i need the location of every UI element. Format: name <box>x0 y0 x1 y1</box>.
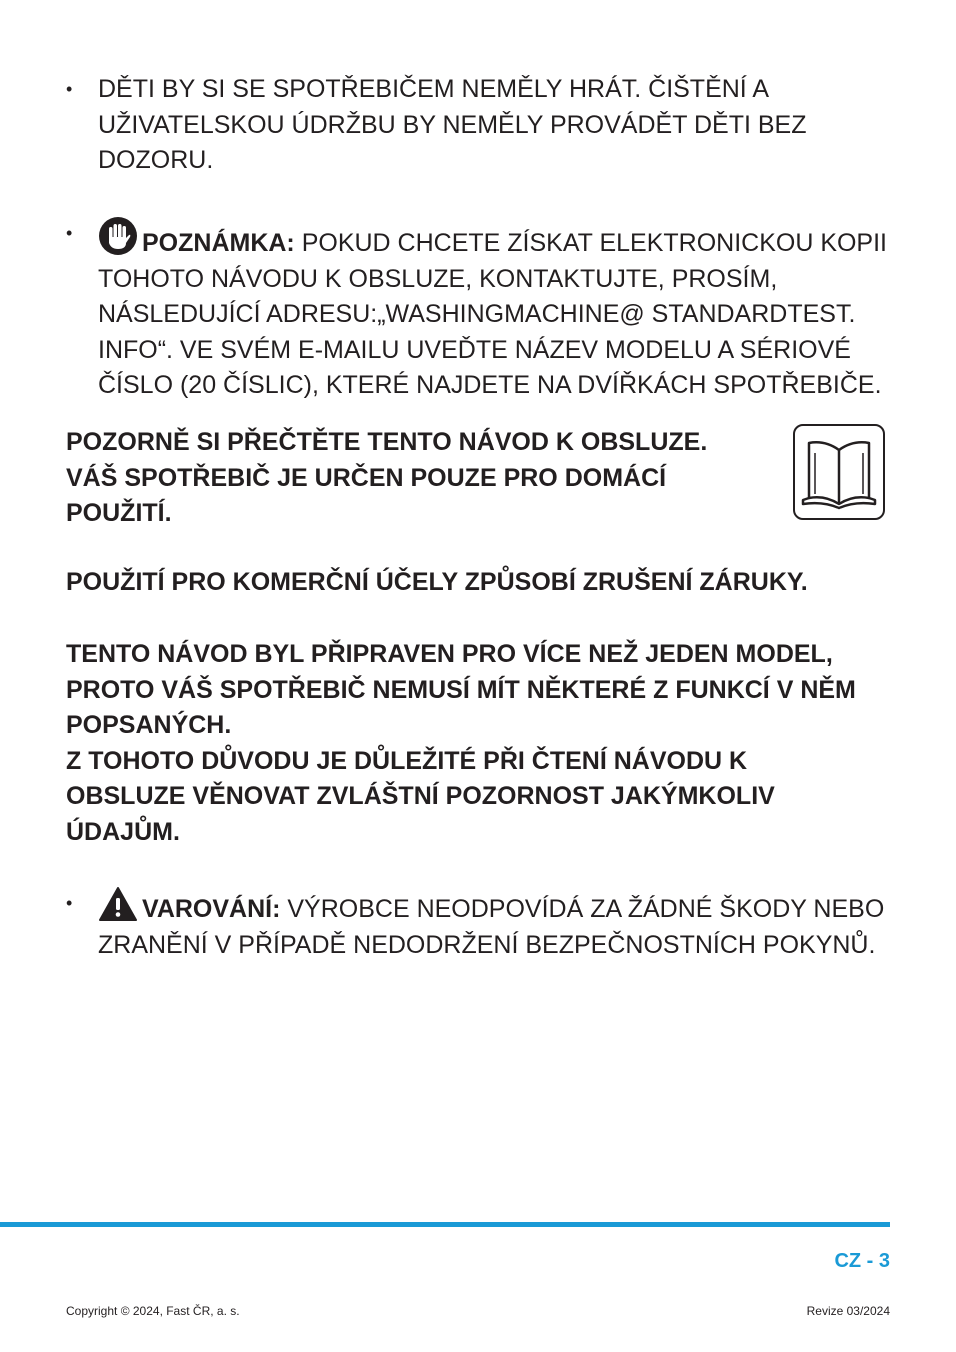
copyright: Copyright © 2024, Fast ČR, a. s. <box>66 1304 240 1318</box>
revision: Revize 03/2024 <box>806 1304 890 1318</box>
read-manual-text: POZORNĚ SI PŘEČTĚTE TENTO NÁVOD K OBSLUZE. <box>66 428 708 456</box>
bullet-dot: • <box>66 223 73 243</box>
open-book-icon <box>793 424 885 520</box>
children-warning-item <box>66 72 896 179</box>
model-notice <box>66 637 856 850</box>
note-text: POKUD CHCETE ZÍSKAT ELEKTRONICKOU KOPII TOHOTO NÁVODU K OBSLUZE, KONTAKTUJTE, PROSÍM, NÁSLEDUJÍCÍ ADRESU:„WASHINGMACHINE@ STANDARDTEST. INFO“. VE SVÉM E-MAILU UVEĎTE NÁZEV MODELU A SÉRIOVÉ ČÍSLO (20 ČÍSLIC), KTERÉ NAJDETE NA DVÍŘKÁCH SPOTŘEBIČE. <box>98 229 888 399</box>
bullet-dot: • <box>66 79 73 99</box>
read-manual-notice <box>66 425 766 532</box>
domestic-use-text: VÁŠ SPOTŘEBIČ JE URČEN POUZE PRO DOMÁCÍ POUŽITÍ. <box>66 463 667 527</box>
warning-text: VÝROBCE NEODPOVÍDÁ ZA ŽÁDNÉ ŠKODY NEBO ZRANĚNÍ V PŘÍPADĚ NEDODRŽENÍ BEZPEČNOSTNÍCH POKYNŮ. <box>98 895 885 959</box>
attention-text: Z TOHOTO DŮVODU JE DŮLEŽITÉ PŘI ČTENÍ NÁVODU K OBSLUZE VĚNOVAT ZVLÁŠTNÍ POZORNOST JAKÝMKOLIV ÚDAJŮM. <box>66 746 775 846</box>
page-number: CZ - 3 <box>834 1250 890 1272</box>
warning-item <box>66 886 896 963</box>
note-label: POZNÁMKA: <box>142 229 295 257</box>
multi-model-text: TENTO NÁVOD BYL PŘIPRAVEN PRO VÍCE NEŽ JEDEN MODEL, PROTO VÁŠ SPOTŘEBIČ NEMUSÍ MÍT NĚKTERÉ Z FUNKCÍ V NĚM POPSANÝCH. <box>66 640 856 739</box>
commercial-use-notice: POUŽITÍ PRO KOMERČNÍ ÚČELY ZPŮSOBÍ ZRUŠENÍ ZÁRUKY. <box>66 568 808 596</box>
bullet-dot: • <box>66 893 73 913</box>
warning-triangle-icon <box>98 886 138 922</box>
footer-divider <box>0 1222 890 1227</box>
children-warning-text: DĚTI BY SI SE SPOTŘEBIČEM NEMĚLY HRÁT. ČIŠTĚNÍ A UŽIVATELSKOU ÚDRŽBU BY NEMĚLY PROVÁDĚT DĚTI BEZ DOZORU. <box>98 75 807 174</box>
note-item <box>66 216 896 404</box>
warning-label: VAROVÁNÍ: <box>142 895 281 923</box>
hand-stop-icon <box>98 216 138 256</box>
